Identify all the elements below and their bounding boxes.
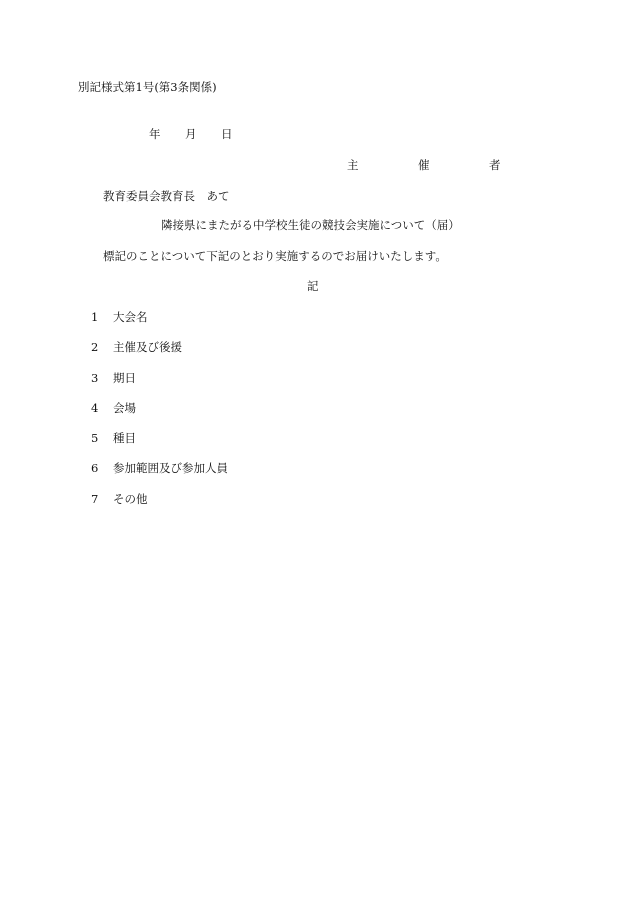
organizer-char-1: 主	[347, 158, 359, 172]
item-number: 1	[91, 310, 99, 324]
item-label: 種目	[113, 431, 136, 445]
body-text: 標記のことについて下記のとおり実施するのでお届けいたします。	[103, 249, 447, 263]
form-title: 別記様式第1号(第3条関係)	[78, 80, 217, 94]
item-number: 4	[91, 401, 99, 415]
item-label: その他	[113, 492, 148, 506]
ki-heading: 記	[307, 279, 319, 293]
date-year: 年	[149, 127, 161, 141]
date-month: 月	[185, 127, 197, 141]
item-number: 7	[91, 492, 99, 506]
item-number: 6	[91, 461, 99, 475]
list-item	[91, 403, 136, 415]
list-item	[91, 312, 148, 324]
organizer-char-2: 催	[418, 158, 430, 172]
list-item	[91, 342, 182, 354]
addressee: 教育委員会教育長 あて	[103, 189, 230, 203]
list-item	[91, 373, 136, 385]
list-item	[91, 494, 148, 506]
item-label: 参加範囲及び参加人員	[113, 461, 228, 475]
item-label: 期日	[113, 371, 136, 385]
list-item	[91, 433, 136, 445]
item-label: 会場	[113, 401, 136, 415]
item-number: 2	[91, 340, 99, 354]
subject: 隣接県にまたがる中学校生徒の競技会実施について（届）	[161, 218, 460, 232]
item-number: 3	[91, 371, 99, 385]
item-label: 主催及び後援	[113, 340, 182, 354]
item-number: 5	[91, 431, 99, 445]
item-label: 大会名	[113, 310, 148, 324]
organizer-char-3: 者	[489, 158, 501, 172]
list-item	[91, 463, 228, 475]
date-day: 日	[221, 127, 233, 141]
